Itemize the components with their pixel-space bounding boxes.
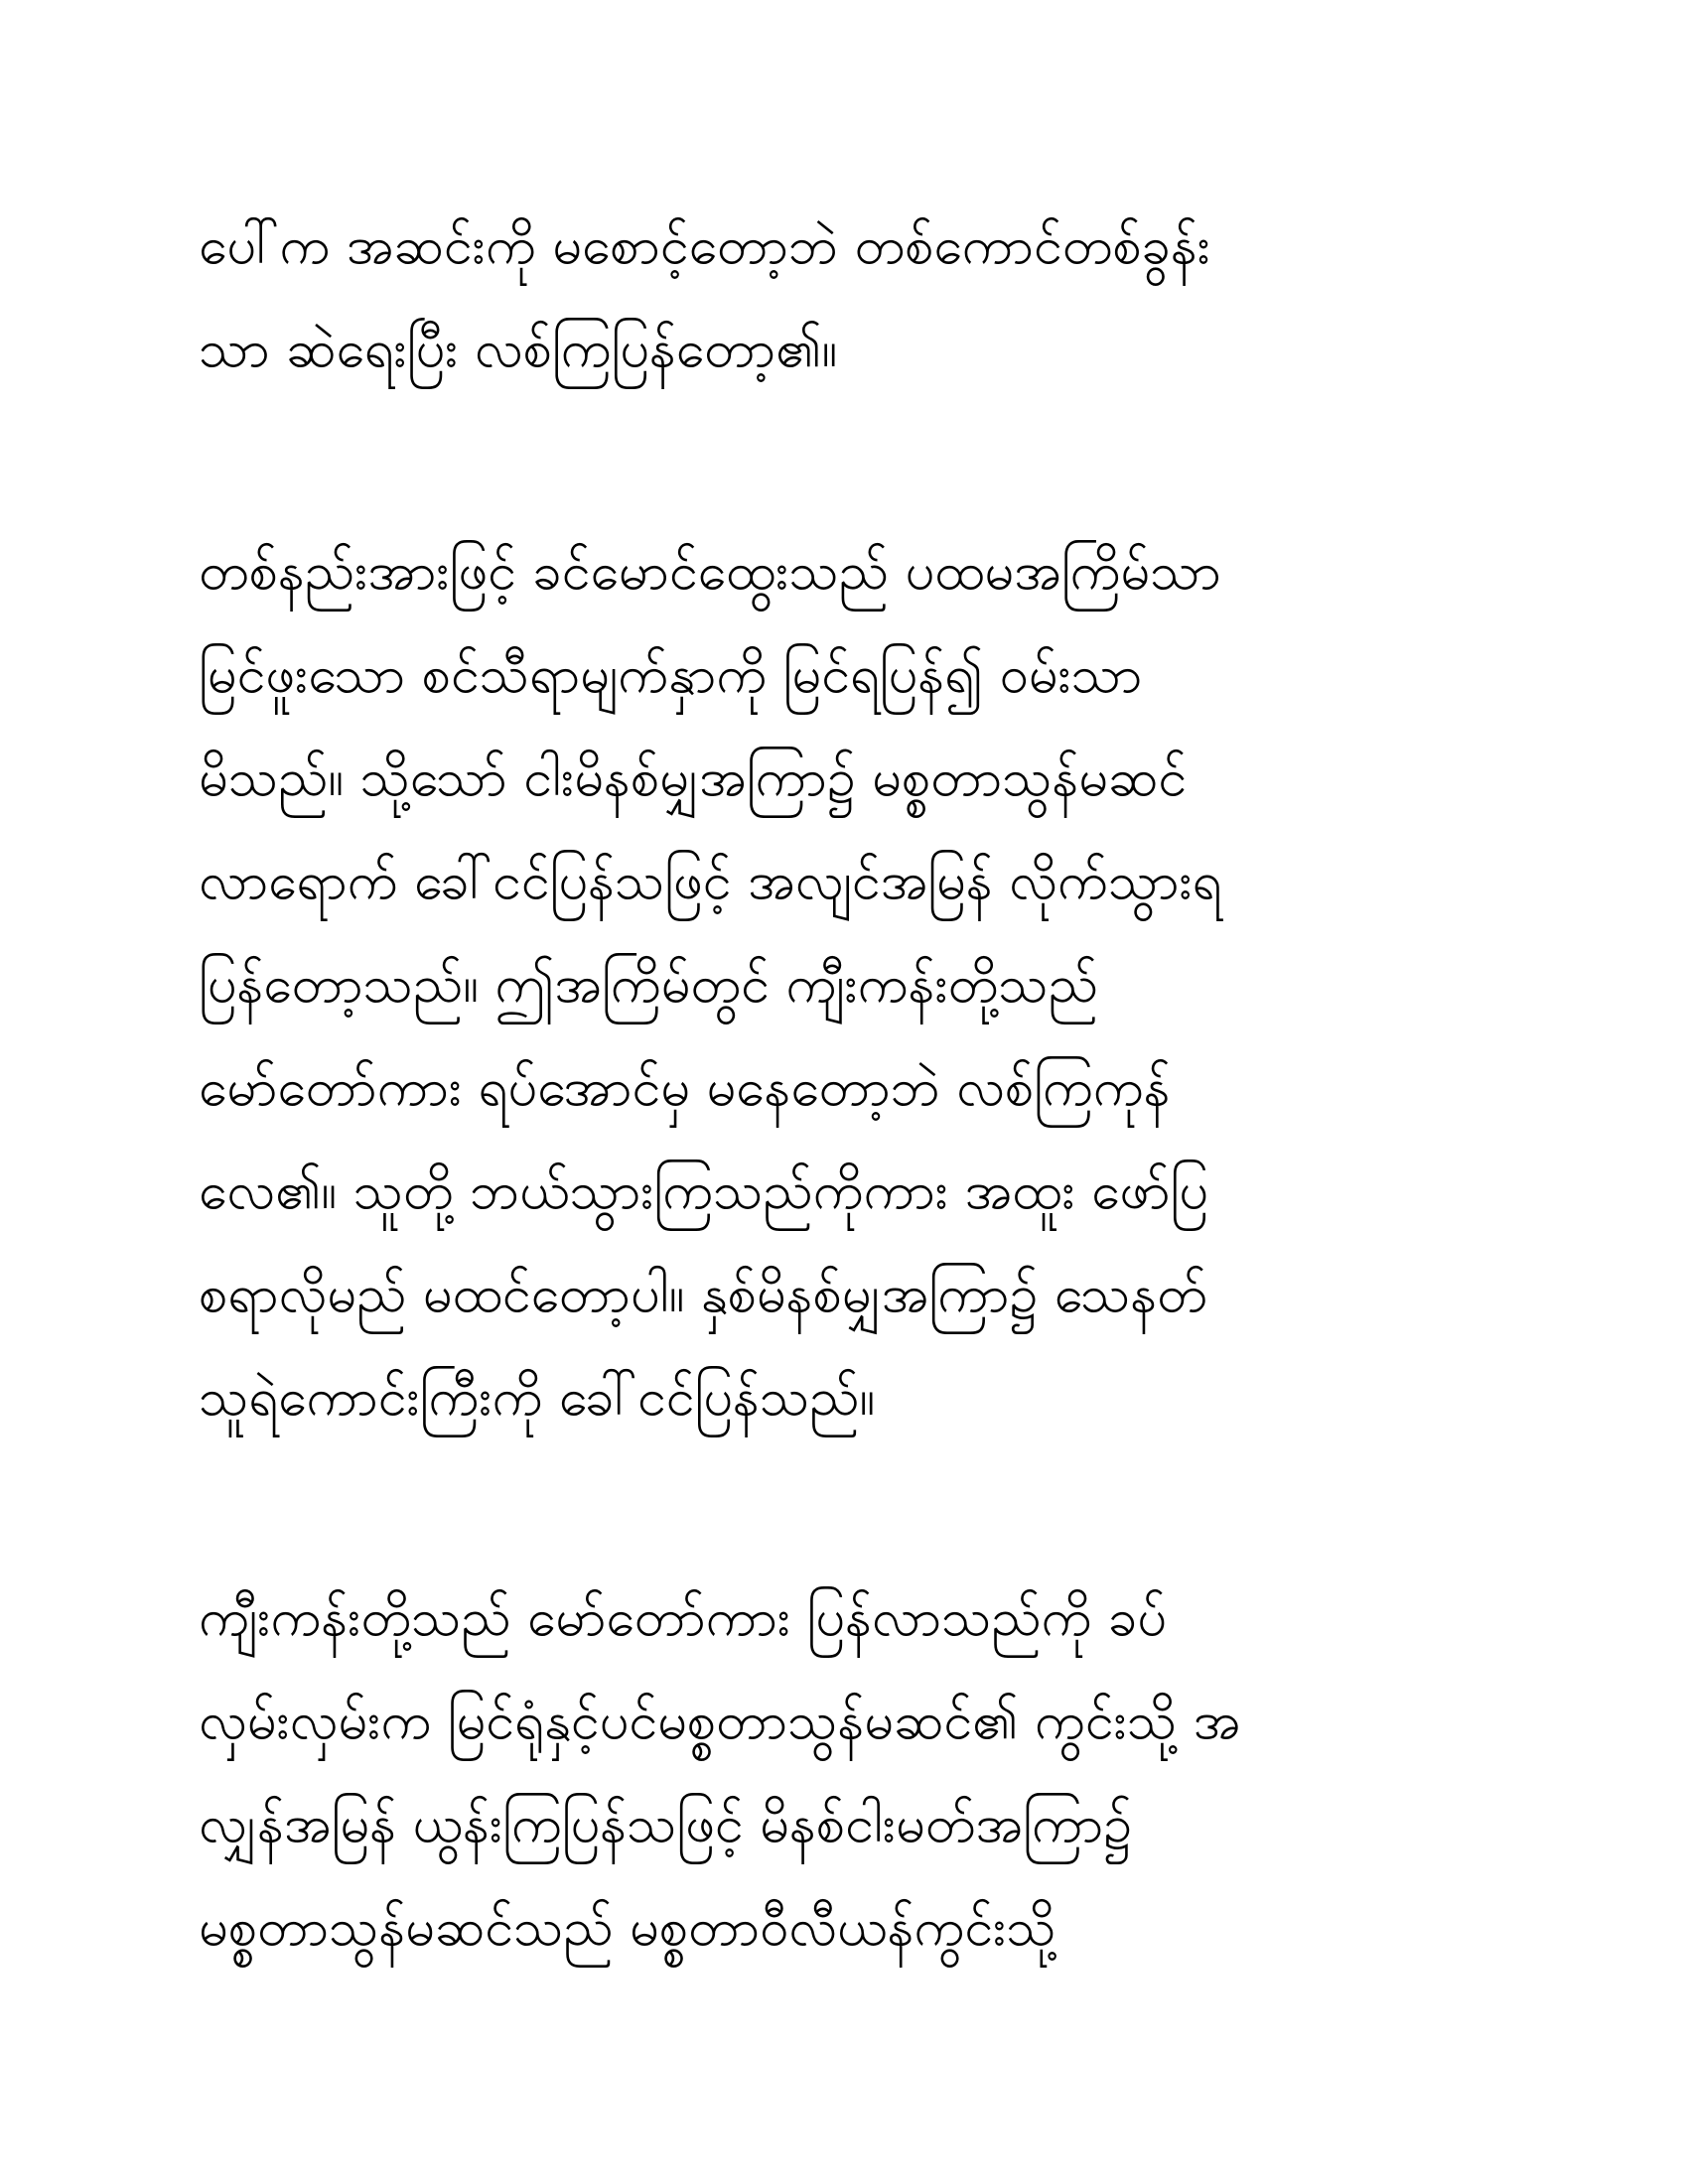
- text-line: လေ၏။ သူတို့ ဘယ်သွားကြသည်ကိုကား အထူး ဖော်ပြ: [199, 1161, 1208, 1221]
- text-line: သူရဲကောင်းကြီးကို ခေါ်ငင်ပြန်သည်။: [199, 1368, 876, 1428]
- paragraph-1: [199, 195, 1529, 401]
- text-line: မစ္စတာသွန်မဆင်သည် မစ္စတာဝီလီယန်ကွင်းသို့: [199, 1898, 1056, 1958]
- text-line: သာ ဆဲရေးပြီး လစ်ကြပြန်တော့၏။: [199, 320, 838, 379]
- text-line: တစ်နည်းအားဖြင့် ခင်မောင်ထွေးသည် ပထမအကြိမ်သာ: [199, 542, 1221, 602]
- text-line: လှမ်းလှမ်းက မြင်ရုံနှင့်ပင်မစ္စတာသွန်မဆင်၏ ကွင်းသို့ အ: [199, 1692, 1241, 1751]
- text-line: မြင်ဖူးသော စင်သီရာမျက်နှာကို မြင်ရပြန်၍ ဝမ်းသာ: [199, 645, 1143, 705]
- text-line: လာရောက် ခေါ်ငင်ပြန်သဖြင့် အလျင်အမြန် လိုက်သွားရ: [199, 852, 1222, 911]
- paragraph-2: [199, 520, 1529, 1449]
- text-line: မော်တော်ကား ရပ်အောင်မှ မနေတော့ဘဲ လစ်ကြကုန်: [199, 1058, 1171, 1118]
- paragraph-3: [199, 1567, 1529, 1979]
- text-line: ကျီးကန်းတို့သည် မော်တော်ကား ပြန်လာသည်ကို ခပ်: [199, 1588, 1167, 1648]
- text-line: စရာလိုမည် မထင်တော့ပါ။ နှစ်မိနစ်မျှအကြာ၌ သေနတ်: [199, 1265, 1207, 1324]
- text-line: မိသည်။ သို့သော် ငါးမိနစ်မျှအကြာ၌ မစ္စတာသွန်မဆင်: [199, 749, 1188, 808]
- text-line: ပေါ်က အဆင်းကို မစောင့်တော့ဘဲ တစ်ကောင်တစ်ခွန်း: [199, 216, 1210, 276]
- text-line: လျှန်အမြန် ယွန်းကြပြန်သဖြင့် မိနစ်ငါးမတ်အကြာ၌: [199, 1795, 1132, 1854]
- text-line: ပြန်တော့သည်။ ဤအကြိမ်တွင် ကျီးကန်းတို့သည်: [199, 955, 1098, 1015]
